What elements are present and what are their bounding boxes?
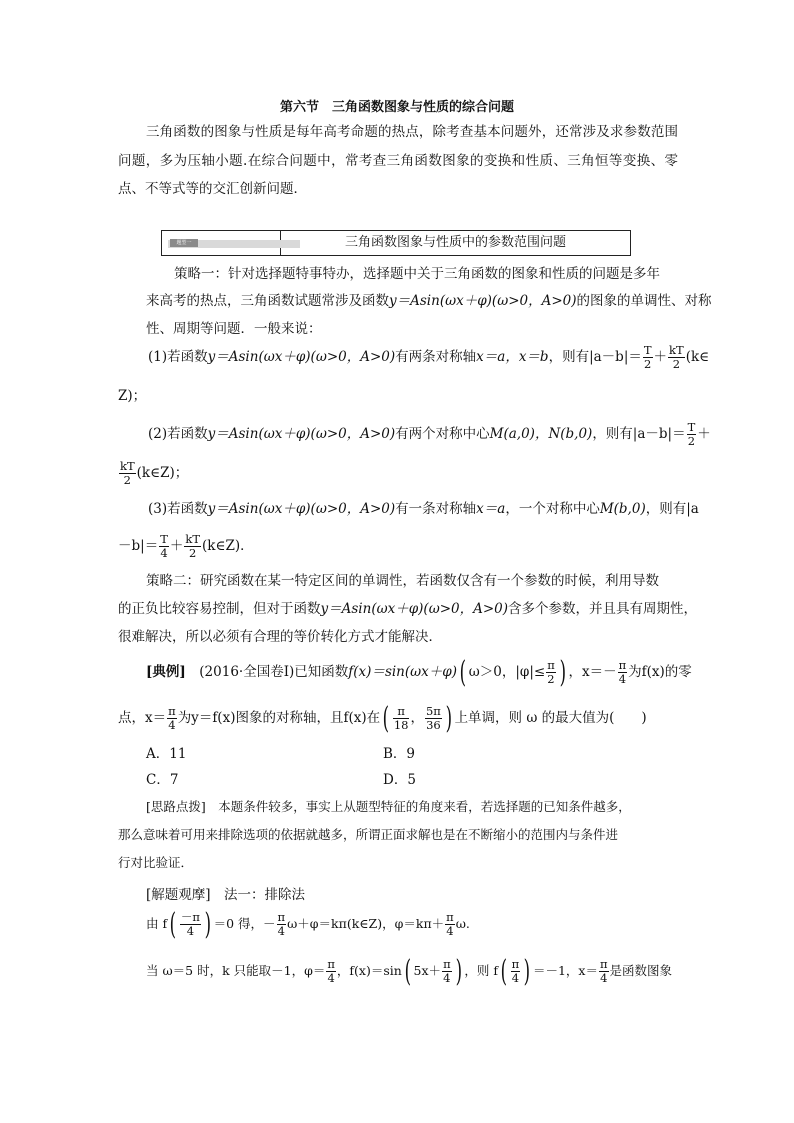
eq2-inner: 5x＋ bbox=[413, 963, 442, 978]
eq2-tail: 是函数图象 bbox=[609, 963, 673, 978]
case3-frac-kt2 bbox=[184, 533, 201, 560]
case3-frac2-den: 2 bbox=[189, 546, 197, 560]
eq2-frac3-den: 4 bbox=[511, 971, 520, 985]
eq2-right-paren2-icon: ) bbox=[523, 953, 531, 989]
example-zero-pre: ，x＝－ bbox=[568, 664, 617, 680]
case1-pre: (1)若函数 bbox=[148, 349, 208, 365]
example-zero-den: 4 bbox=[618, 672, 627, 686]
case1-frac2-den: 2 bbox=[672, 357, 681, 371]
case3-pre: (3)若函数 bbox=[148, 501, 208, 517]
example-cond-num: π bbox=[547, 658, 555, 672]
solution-eq2 bbox=[146, 953, 673, 989]
eq2-frac2 bbox=[442, 958, 452, 985]
strategy1-line3: 性、周期等问题．一般来说： bbox=[146, 321, 322, 337]
case3-post: ，则有|a bbox=[645, 501, 699, 517]
case2-line2 bbox=[118, 460, 188, 487]
case3-formula: y＝Asin(ωx＋φ)(ω>0，A>0) bbox=[207, 501, 396, 517]
example-cond-den: 2 bbox=[547, 672, 555, 686]
eq1-frac2 bbox=[277, 911, 287, 938]
eq1-left-paren-icon: ( bbox=[169, 906, 177, 942]
option-d: D．5 bbox=[383, 772, 416, 788]
left-paren-icon: ( bbox=[459, 654, 467, 690]
strategy2-formula: y＝Asin(ωx＋φ)(ω>0，A>0) bbox=[320, 601, 509, 617]
case2-centers: M(a,0)，N(b,0) bbox=[489, 426, 593, 442]
hint-line2: 那么意味着可用来排除选项的依据就越多，所谓正面求解也是在不断缩小的范围内与条件进 bbox=[118, 827, 619, 842]
hint-line1: [思路点拨] 本题条件较多，事实上从题型特征的角度来看，若选择题的已知条件越多， bbox=[146, 799, 631, 814]
hint-line3: 行对比验证． bbox=[118, 855, 194, 870]
case2-post: ，则有|a－b|＝ bbox=[592, 426, 686, 442]
example-axis-frac bbox=[167, 705, 177, 732]
case3-mid2: ，一个对称中心 bbox=[505, 501, 600, 517]
eq1-frac2-num: π bbox=[277, 910, 286, 924]
eq2-frac4-num: π bbox=[599, 957, 608, 971]
case3-mid: 有一条对称轴 bbox=[395, 501, 477, 517]
case3-frac1-den: 4 bbox=[160, 546, 168, 560]
interval-right-paren-icon: ) bbox=[445, 700, 452, 736]
eq2-frac4-den: 4 bbox=[600, 971, 608, 985]
strategy2-line2-post: 含多个参数，并且具有周期性， bbox=[508, 601, 698, 617]
strategy2-line3: 很难解决，所以必须有合理的等价转化方式才能解决． bbox=[118, 629, 442, 645]
strategy2-line1: 策略二：研究函数在某一特定区间的单调性，若函数仅含有一个参数的时候，利用导数 bbox=[146, 573, 659, 589]
strategy1-line1: 策略一：针对选择题特事特办，选择题中关于三角函数的图象和性质的问题是多年 bbox=[174, 266, 660, 282]
eq1-pre: 由 f bbox=[146, 916, 168, 931]
case1-post: ，则有|a－b|＝ bbox=[548, 349, 642, 365]
case2-frac-kt2 bbox=[119, 460, 136, 487]
eq1-frac1-den: 4 bbox=[186, 924, 195, 938]
example-l2-pre: 点，x＝ bbox=[118, 710, 167, 726]
eq2-left-paren2-icon: ( bbox=[500, 953, 508, 989]
case1-plus: ＋ bbox=[653, 349, 668, 365]
example-axis-den: 4 bbox=[168, 718, 176, 732]
option-a: A．11 bbox=[146, 746, 187, 762]
eq1-frac3 bbox=[445, 911, 455, 938]
case2-frac-t2 bbox=[687, 421, 697, 448]
example-int-b-den: 36 bbox=[426, 718, 441, 732]
eq1-frac3-den: 4 bbox=[446, 924, 454, 938]
case1-frac1-num: T bbox=[643, 343, 652, 357]
solution-eq1 bbox=[146, 906, 470, 942]
case3-plus: ＋ bbox=[169, 538, 184, 554]
case2-frac1-num: T bbox=[687, 420, 696, 434]
example-line1 bbox=[146, 654, 692, 690]
eq2-frac3-num: π bbox=[511, 957, 520, 971]
case3-l2-pre: －b|＝ bbox=[118, 538, 159, 554]
case2-frac2-den: 2 bbox=[123, 473, 131, 487]
eq1-frac2-den: 4 bbox=[277, 924, 285, 938]
eq2-mid3: ＝－1，x＝ bbox=[532, 963, 598, 978]
example-l2-post: 上单调，则 ω 的最大值为( ) bbox=[454, 710, 647, 726]
case2-frac1-den: 2 bbox=[687, 434, 696, 448]
topic-tab-bar bbox=[168, 240, 300, 248]
intro-paragraph: 三角函数的图象与性质是每年高考命题的热点，除考查基本问题外，还常涉及求参数范围问题，多为压轴小题.在综合问题中，常考查三角函数图象的变换和性质、三角恒等变换、零点、不等式等的交汇创新问题． bbox=[118, 124, 678, 197]
case2-tail: (k∈Z)； bbox=[136, 465, 189, 481]
option-b: B．9 bbox=[383, 746, 416, 762]
topic-tab-area bbox=[162, 231, 281, 255]
strategy1-line2 bbox=[146, 289, 712, 309]
example-axis-num: π bbox=[168, 704, 176, 718]
eq2-pre: 当 ω＝5 时，k 只能取－1，φ＝ bbox=[146, 963, 326, 978]
eq2-frac1 bbox=[326, 958, 336, 985]
case1-frac-t2 bbox=[643, 344, 653, 371]
eq2-mid2: ，则 f bbox=[464, 963, 498, 978]
case3-axis: x＝a bbox=[476, 501, 506, 517]
example-int-a-num: π bbox=[393, 705, 410, 719]
case2-pre: (2)若函数 bbox=[148, 426, 208, 442]
example-tag: [典例] bbox=[146, 664, 186, 680]
case1-tail: (k∈ bbox=[685, 349, 710, 365]
right-paren-icon: ) bbox=[559, 654, 566, 690]
eq2-frac3 bbox=[511, 958, 521, 985]
topic-bar bbox=[161, 230, 631, 256]
page-title: 第六节 三角函数图象与性质的综合问题 bbox=[279, 100, 514, 115]
option-c: C．7 bbox=[146, 772, 179, 788]
example-zero-num: π bbox=[618, 658, 627, 672]
strategy1-formula: y＝Asin(ωx＋φ)(ω>0，A>0) bbox=[389, 293, 577, 309]
eq2-frac1-num: π bbox=[327, 957, 335, 971]
case3-center: M(b,0) bbox=[599, 501, 646, 517]
example-l2-mid: 为y＝f(x)图象的对称轴，且f(x)在 bbox=[177, 710, 381, 726]
solution-header: [解题观摩] 法一：排除法 bbox=[146, 887, 306, 903]
eq2-left-paren-icon: ( bbox=[404, 953, 411, 989]
eq1-right-paren-icon: ) bbox=[204, 906, 211, 942]
case1-axes: x＝a，x＝b bbox=[476, 349, 549, 365]
topic-heading: 三角函数图象与性质中的参数范围问题 bbox=[344, 235, 566, 250]
strategy1-line2-pre: 来高考的热点，三角函数试题常涉及函数 bbox=[146, 293, 389, 309]
topic-tab-label: 题型一 bbox=[170, 239, 198, 247]
case1-line1 bbox=[148, 344, 709, 371]
interval-left-paren-icon: ( bbox=[382, 700, 390, 736]
example-interval-a bbox=[393, 705, 410, 732]
example-zero-frac bbox=[618, 659, 628, 686]
eq2-frac2-num: π bbox=[443, 957, 451, 971]
case3-frac2-num: kT bbox=[185, 532, 201, 546]
eq1-tail: ω. bbox=[455, 916, 470, 931]
case1-mid: 有两条对称轴 bbox=[395, 349, 477, 365]
eq2-mid: ，f(x)＝sin bbox=[336, 963, 402, 978]
case1-frac1-den: 2 bbox=[644, 357, 652, 371]
case1-line2: Z)； bbox=[118, 388, 147, 404]
case3-frac-t4 bbox=[159, 533, 169, 560]
example-interval-b bbox=[425, 705, 442, 732]
example-cond-frac bbox=[546, 659, 556, 686]
strategy1-line2-post: 的图象的单调性、对称 bbox=[576, 293, 712, 309]
eq1-mid: ＝0 得，－ bbox=[213, 916, 276, 931]
example-source: (2016·全国卷Ⅰ)已知函数 bbox=[199, 664, 349, 680]
case2-formula: y＝Asin(ωx＋φ)(ω>0，A>0) bbox=[207, 426, 396, 442]
eq1-frac3-num: π bbox=[446, 910, 454, 924]
case3-line1 bbox=[148, 499, 699, 519]
example-int-b-num: 5π bbox=[425, 704, 441, 718]
eq2-frac2-den: 4 bbox=[443, 971, 451, 985]
eq2-frac1-den: 4 bbox=[327, 971, 335, 985]
case3-frac1-num: T bbox=[160, 532, 168, 546]
strategy2-line2-pre: 的正负比较容易控制，但对于函数 bbox=[118, 601, 321, 617]
case3-tail: (k∈Z)． bbox=[202, 538, 254, 554]
case2-mid: 有两个对称中心 bbox=[395, 426, 490, 442]
case1-frac-kt2 bbox=[668, 344, 685, 371]
case2-plus: ＋ bbox=[697, 426, 711, 442]
case2-frac2-num: kT bbox=[120, 459, 135, 473]
example-condition: ω＞0，|φ|≤ bbox=[468, 664, 546, 680]
eq1-mid2: ω＋φ＝kπ(k∈Z)，φ＝kπ＋ bbox=[287, 916, 445, 931]
eq1-frac1 bbox=[180, 911, 201, 938]
eq1-frac1-num: －π bbox=[180, 910, 200, 924]
strategy2-line2 bbox=[118, 597, 697, 617]
case1-formula: y＝Asin(ωx＋φ)(ω>0，A>0) bbox=[207, 349, 396, 365]
eq2-frac4 bbox=[599, 958, 609, 985]
example-line2: 点，x＝ $\frac{\pi}{4}$ 为y＝f(x)图象的对称轴，且f(x)在( $\frac{\pi}{18}$ ， $\frac{5\pi}{36}$ ) 上单调，则 ω 的最大值为( ) bbox=[118, 700, 647, 736]
case3-line2 bbox=[118, 533, 254, 560]
example-zero-post: 为f(x)的零 bbox=[628, 664, 692, 680]
example-int-a-den: 18 bbox=[393, 718, 409, 732]
case2-line1 bbox=[148, 421, 711, 448]
eq2-right-paren-icon: ) bbox=[455, 953, 462, 989]
example-function: f(x)＝sin(ωx＋φ) bbox=[348, 664, 457, 680]
case1-frac2-num: kT bbox=[669, 343, 684, 357]
